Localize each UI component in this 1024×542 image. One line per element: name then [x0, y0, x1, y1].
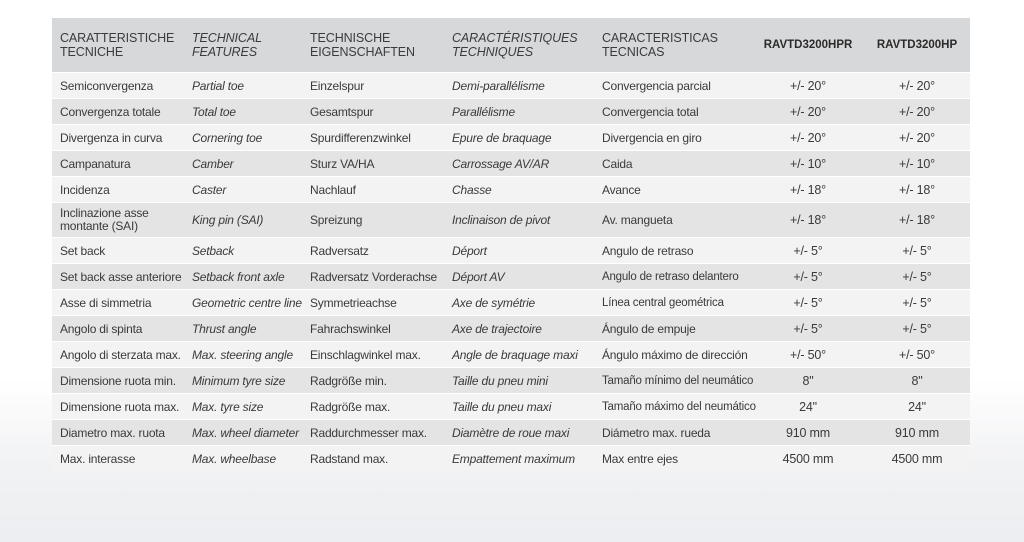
- cell-german: Radgröße max.: [302, 394, 444, 420]
- header-model-hpr: RAVTD3200HPR: [752, 18, 864, 73]
- table-header-row: [52, 18, 970, 73]
- cell-english: Cornering toe: [184, 125, 302, 151]
- cell-spanish: Divergencia en giro: [594, 125, 752, 151]
- cell-italian: Angolo di spinta: [52, 316, 184, 342]
- cell-value-hp: 24": [864, 394, 970, 420]
- cell-value-hp: +/- 18°: [864, 203, 970, 238]
- cell-italian: Incidenza: [52, 177, 184, 203]
- header-spanish: CARACTERISTICAS TECNICAS: [594, 18, 752, 73]
- cell-french: Taille du pneu mini: [444, 368, 594, 394]
- cell-german: Radversatz Vorderachse: [302, 264, 444, 290]
- cell-german: Spurdifferenzwinkel: [302, 125, 444, 151]
- cell-italian: Dimensione ruota max.: [52, 394, 184, 420]
- table-row: [52, 238, 970, 264]
- table-row: [52, 446, 970, 472]
- cell-value-hp: +/- 5°: [864, 264, 970, 290]
- cell-french: Demi-parallélisme: [444, 73, 594, 99]
- cell-value-hpr: 4500 mm: [752, 446, 864, 472]
- cell-german: Radversatz: [302, 238, 444, 264]
- cell-spanish: Convergencia parcial: [594, 73, 752, 99]
- cell-german: Nachlauf: [302, 177, 444, 203]
- table-row: [52, 264, 970, 290]
- cell-spanish: Diámetro max. rueda: [594, 420, 752, 446]
- cell-italian: Angolo di sterzata max.: [52, 342, 184, 368]
- cell-value-hp: +/- 20°: [864, 73, 970, 99]
- cell-english: Minimum tyre size: [184, 368, 302, 394]
- cell-italian: Semiconvergenza: [52, 73, 184, 99]
- cell-value-hp: +/- 5°: [864, 290, 970, 316]
- cell-french: Diamètre de roue maxi: [444, 420, 594, 446]
- cell-french: Inclinaison de pivot: [444, 203, 594, 238]
- cell-spanish: Ángulo de empuje: [594, 316, 752, 342]
- cell-german: Spreizung: [302, 203, 444, 238]
- cell-french: Taille du pneu maxi: [444, 394, 594, 420]
- cell-english: Geometric centre line: [184, 290, 302, 316]
- cell-value-hpr: 8": [752, 368, 864, 394]
- cell-spanish: Max entre ejes: [594, 446, 752, 472]
- cell-french: Carrossage AV/AR: [444, 151, 594, 177]
- cell-value-hp: +/- 50°: [864, 342, 970, 368]
- cell-spanish: Tamaño mínimo del neumático: [594, 368, 752, 394]
- table-row: [52, 394, 970, 420]
- cell-french: Déport: [444, 238, 594, 264]
- cell-italian: Campanatura: [52, 151, 184, 177]
- cell-italian: Asse di simmetria: [52, 290, 184, 316]
- cell-value-hp: +/- 18°: [864, 177, 970, 203]
- table-row: [52, 342, 970, 368]
- cell-value-hp: 4500 mm: [864, 446, 970, 472]
- header-french: CARACTÉRISTIQUES TECHNIQUES: [444, 18, 594, 73]
- cell-french: Epure de braquage: [444, 125, 594, 151]
- cell-german: Raddurchmesser max.: [302, 420, 444, 446]
- cell-english: Thrust angle: [184, 316, 302, 342]
- cell-value-hp: +/- 5°: [864, 238, 970, 264]
- cell-french: Empattement maximum: [444, 446, 594, 472]
- cell-english: King pin (SAI): [184, 203, 302, 238]
- cell-english: Caster: [184, 177, 302, 203]
- cell-spanish: Av. mangueta: [594, 203, 752, 238]
- cell-italian: Diametro max. ruota: [52, 420, 184, 446]
- cell-value-hpr: +/- 5°: [752, 264, 864, 290]
- cell-german: Einzelspur: [302, 73, 444, 99]
- table-row: [52, 316, 970, 342]
- cell-italian: Set back: [52, 238, 184, 264]
- cell-spanish: Angulo de retraso delantero: [594, 264, 752, 290]
- cell-german: Symmetrieachse: [302, 290, 444, 316]
- table-row: [52, 73, 970, 99]
- table-row: [52, 151, 970, 177]
- cell-spanish: Avance: [594, 177, 752, 203]
- header-italian: CARATTERISTICHE TECNICHE: [52, 18, 184, 73]
- cell-german: Sturz VA/HA: [302, 151, 444, 177]
- cell-english: Max. wheelbase: [184, 446, 302, 472]
- cell-value-hpr: +/- 5°: [752, 316, 864, 342]
- table-row: [52, 203, 970, 238]
- cell-spanish: Ángulo máximo de dirección: [594, 342, 752, 368]
- header-model-hp: RAVTD3200HP: [864, 18, 970, 73]
- table-row: [52, 368, 970, 394]
- cell-italian: Set back asse anteriore: [52, 264, 184, 290]
- table-body: [52, 73, 970, 472]
- cell-value-hpr: 910 mm: [752, 420, 864, 446]
- cell-german: Fahrachswinkel: [302, 316, 444, 342]
- technical-specs-table: [52, 18, 970, 471]
- cell-english: Camber: [184, 151, 302, 177]
- table-row: [52, 177, 970, 203]
- table-row: [52, 125, 970, 151]
- cell-value-hp: +/- 5°: [864, 316, 970, 342]
- cell-value-hpr: +/- 20°: [752, 73, 864, 99]
- cell-english: Max. steering angle: [184, 342, 302, 368]
- cell-french: Parallélisme: [444, 99, 594, 125]
- cell-value-hpr: +/- 18°: [752, 203, 864, 238]
- cell-italian: Inclinazione asse montante (SAI): [52, 203, 184, 238]
- table-row: [52, 99, 970, 125]
- cell-french: Axe de symétrie: [444, 290, 594, 316]
- cell-value-hpr: +/- 10°: [752, 151, 864, 177]
- cell-value-hpr: +/- 18°: [752, 177, 864, 203]
- cell-spanish: Angulo de retraso: [594, 238, 752, 264]
- cell-german: Radgröße min.: [302, 368, 444, 394]
- cell-spanish: Caida: [594, 151, 752, 177]
- cell-value-hp: 910 mm: [864, 420, 970, 446]
- cell-english: Max. tyre size: [184, 394, 302, 420]
- cell-value-hp: +/- 20°: [864, 125, 970, 151]
- cell-italian: Max. interasse: [52, 446, 184, 472]
- cell-value-hpr: +/- 20°: [752, 99, 864, 125]
- cell-english: Total toe: [184, 99, 302, 125]
- cell-italian: Divergenza in curva: [52, 125, 184, 151]
- cell-german: Gesamtspur: [302, 99, 444, 125]
- cell-italian: Dimensione ruota min.: [52, 368, 184, 394]
- cell-spanish: Convergencia total: [594, 99, 752, 125]
- cell-english: Setback: [184, 238, 302, 264]
- cell-value-hp: +/- 10°: [864, 151, 970, 177]
- cell-spanish: Tamaño máximo del neumático: [594, 394, 752, 420]
- cell-value-hpr: +/- 5°: [752, 238, 864, 264]
- cell-italian: Convergenza totale: [52, 99, 184, 125]
- cell-french: Angle de braquage maxi: [444, 342, 594, 368]
- cell-french: Déport AV: [444, 264, 594, 290]
- table-row: [52, 420, 970, 446]
- cell-german: Radstand max.: [302, 446, 444, 472]
- cell-value-hpr: +/- 20°: [752, 125, 864, 151]
- cell-spanish: Línea central geométrica: [594, 290, 752, 316]
- cell-value-hp: +/- 20°: [864, 99, 970, 125]
- cell-value-hp: 8": [864, 368, 970, 394]
- cell-french: Chasse: [444, 177, 594, 203]
- cell-english: Max. wheel diameter: [184, 420, 302, 446]
- cell-value-hpr: +/- 50°: [752, 342, 864, 368]
- header-english: TECHNICAL FEATURES: [184, 18, 302, 73]
- cell-english: Setback front axle: [184, 264, 302, 290]
- cell-english: Partial toe: [184, 73, 302, 99]
- cell-german: Einschlagwinkel max.: [302, 342, 444, 368]
- header-german: TECHNISCHE EIGENSCHAFTEN: [302, 18, 444, 73]
- cell-value-hpr: 24": [752, 394, 864, 420]
- spec-sheet: [52, 18, 970, 471]
- table-row: [52, 290, 970, 316]
- cell-value-hpr: +/- 5°: [752, 290, 864, 316]
- cell-french: Axe de trajectoire: [444, 316, 594, 342]
